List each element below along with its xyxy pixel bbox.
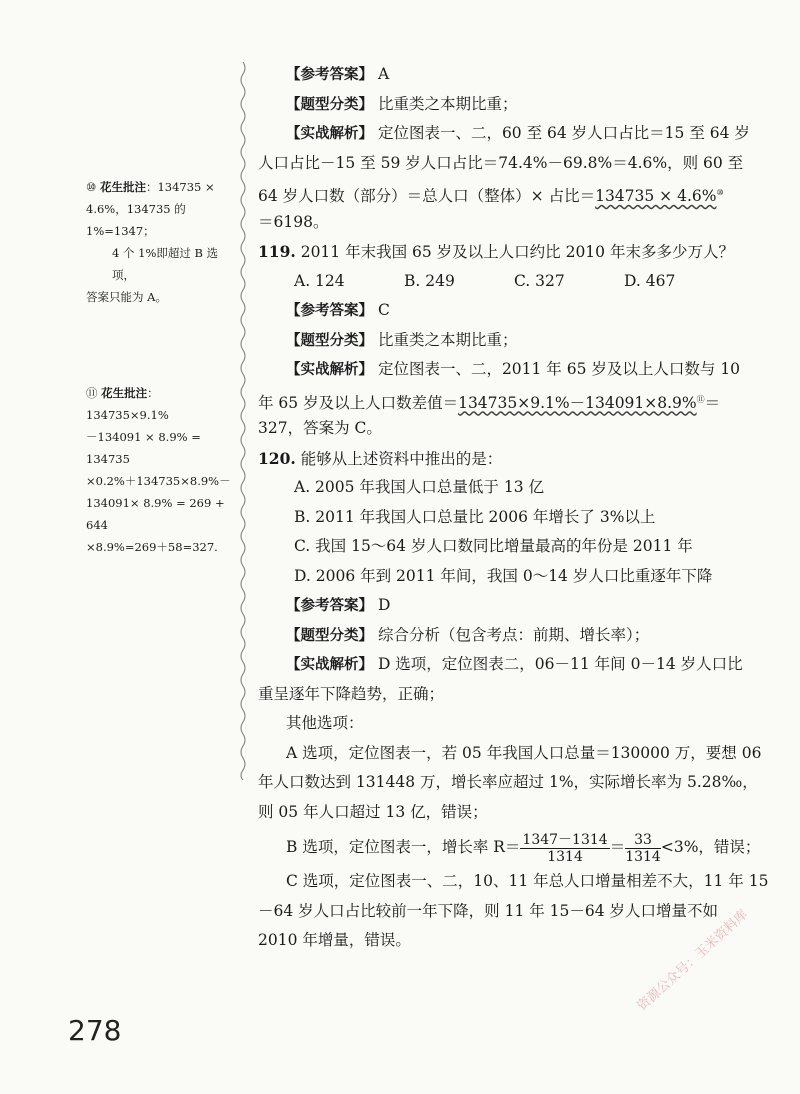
note-label: 花生批注 <box>99 180 146 194</box>
option-b: B. 249 <box>404 271 455 290</box>
note-text: 134091× 8.9% = 269 + 644 <box>86 496 225 532</box>
question-118-solution <box>258 60 758 237</box>
annotation-note-10 <box>86 176 238 308</box>
type-value: 比重类之本期比重； <box>377 94 518 113</box>
analysis-text: ＝ <box>704 393 721 412</box>
question-119 <box>258 237 758 444</box>
fraction-denominator: 1314 <box>625 848 661 865</box>
fraction-numerator: 33 <box>625 832 661 849</box>
analysis-text: 年人口数达到 131448 万，增长率应超过 1%，实际增长率为 5.28‰， <box>258 773 758 791</box>
page-number: 278 <box>68 1014 122 1047</box>
option-c: C. 327 <box>514 271 565 290</box>
main-content <box>258 60 769 956</box>
analysis-text: ＝6198。 <box>258 212 329 231</box>
formula-line <box>258 827 761 867</box>
note-text: ：134735 × <box>145 180 215 194</box>
option-b: B. 2011 年我国人口总量比 2006 年增长了 3%以上 <box>294 507 656 526</box>
fraction-numerator: 1347－1314 <box>522 831 608 848</box>
note-marker: ⑩ <box>86 180 97 194</box>
type-value: 综合分析（包含考点：前期、增长率）； <box>377 625 650 644</box>
type-tag: 【题型分类】 <box>286 96 373 113</box>
note-text: 4.6%，134735 的 1%=1347； <box>86 202 186 238</box>
footnote-ref: ⑩ <box>716 188 724 197</box>
analysis-tag: 【实战解析】 <box>286 657 373 673</box>
option-a: A. 124 <box>294 271 345 290</box>
analysis-text: <3%，错误； <box>660 838 761 856</box>
type-tag: 【题型分类】 <box>286 627 373 644</box>
question-number: 120. <box>258 448 296 468</box>
question-120 <box>258 444 769 956</box>
analysis-text: 年 65 岁及以上人口数差值＝ <box>258 393 459 412</box>
note-text: ×0.2%＋134735×8.9%－ <box>86 474 231 488</box>
answer-tag: 【参考答案】 <box>286 67 373 83</box>
watermark: 资源公众号：玉米资料库 <box>634 907 751 1015</box>
note-text: －134091 × 8.9% = 134735 <box>86 430 201 466</box>
option-d: D. 2006 年到 2011 年间，我国 0～14 岁人口比重逐年下降 <box>294 566 713 585</box>
fraction <box>520 832 609 865</box>
answer-tag: 【参考答案】 <box>286 598 373 614</box>
analysis-text: 327，答案为 C。 <box>258 419 382 437</box>
note-text: ×8.9%=269＋58=327. <box>86 540 218 554</box>
analysis-text: 定位图表一、二，2011 年 65 岁及以上人口数与 10 <box>377 360 741 378</box>
answer-value: D <box>377 596 391 614</box>
question-text: 2011 年末我国 65 岁及以上人口约比 2010 年末多多少万人？ <box>300 243 734 261</box>
question-number: 119. <box>258 242 296 261</box>
analysis-text: B 选项，定位图表一，增长率 R＝ <box>286 838 521 856</box>
analysis-tag: 【实战解析】 <box>286 362 373 378</box>
column-divider <box>238 62 248 780</box>
analysis-text: 64 岁人口数（部分）＝总人口（整体）× 占比＝ <box>258 187 596 206</box>
option-c: C. 我国 15～64 岁人口数同比增量最高的年份是 2011 年 <box>294 537 693 555</box>
sidebar-notes <box>86 176 238 632</box>
analysis-text: 定位图表一、二，60 至 64 岁人口占比＝15 至 64 岁 <box>377 124 750 142</box>
analysis-tag: 【实战解析】 <box>286 126 373 142</box>
analysis-text: 2010 年增量，错误。 <box>258 931 411 949</box>
note-text: ：134735×9.1% <box>86 386 169 422</box>
wavy-underlined-formula: 134735×9.1%－134091×8.9% <box>458 393 697 412</box>
option-d: D. 467 <box>624 271 676 290</box>
analysis-text: 其他选项： <box>286 714 364 732</box>
analysis-text: C 选项，定位图表一、二，10、11 年总人口增量相差不大，11 年 15 <box>286 872 769 890</box>
analysis-text: D 选项，定位图表二，06－11 年间 0－14 岁人口比 <box>377 655 743 673</box>
answer-value: A <box>377 65 390 83</box>
type-value: 比重类之本期比重； <box>377 330 518 349</box>
analysis-text: A 选项，定位图表一，若 05 年我国人口总量＝130000 万，要想 06 <box>286 743 762 762</box>
annotation-note-11 <box>86 382 238 558</box>
analysis-text: －64 岁人口占比较前一年下降，则 11 年 15－64 岁人口增量不如 <box>258 901 719 920</box>
fraction-denominator: 1314 <box>547 848 583 865</box>
note-text: 4 个 1%即超过 B 选项， <box>112 246 219 282</box>
analysis-text: 重呈逐年下降趋势，正确； <box>258 684 445 703</box>
type-tag: 【题型分类】 <box>286 332 373 349</box>
note-label: 花生批注 <box>101 386 148 400</box>
analysis-text: 则 05 年人口超过 13 亿，错误； <box>258 802 488 821</box>
option-a: A. 2005 年我国人口总量低于 13 亿 <box>294 478 544 496</box>
answer-value: C <box>377 301 390 319</box>
fraction <box>625 832 661 865</box>
options-row <box>258 267 758 297</box>
analysis-text: 人口占比－15 至 59 岁人口占比＝74.4%－69.8%＝4.6%，则 60 至 <box>258 153 744 172</box>
note-marker: ⑪ <box>86 386 98 400</box>
footnote-ref: ⑪ <box>696 394 705 404</box>
note-text: 答案只能为 A。 <box>86 290 167 304</box>
analysis-text: ＝ <box>609 838 626 856</box>
wavy-underlined-formula: 134735 × 4.6% <box>595 187 717 206</box>
answer-tag: 【参考答案】 <box>286 303 373 319</box>
question-text: 能够从上述资料中推出的是： <box>300 449 503 468</box>
